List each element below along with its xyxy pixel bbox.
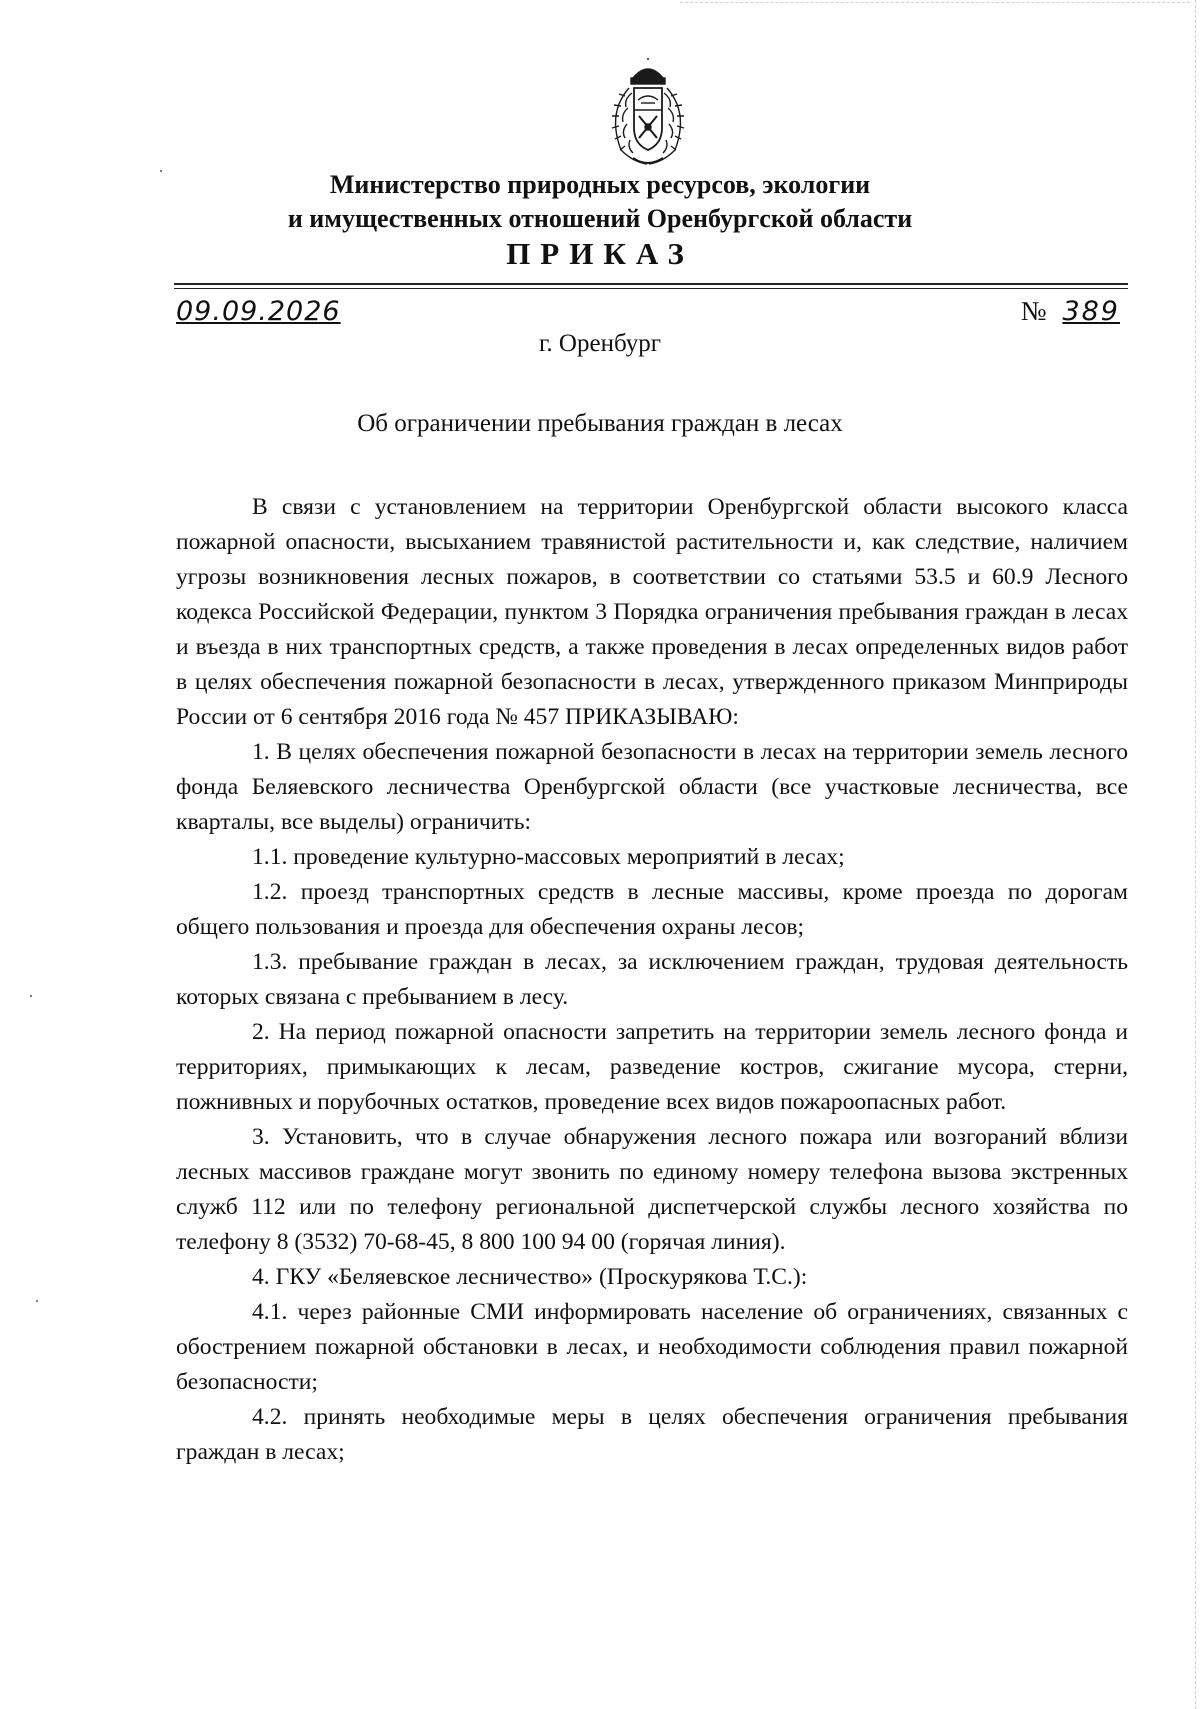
order-body <box>176 490 1128 1470</box>
ministry-name <box>0 168 1200 236</box>
paragraph-item-1-2: 1.2. проезд транспортных средств в лесные массивы, кроме проезда по дорогам общего пользования и проезда для обеспечения охраны лесов; <box>176 879 1128 940</box>
order-title: ПРИКАЗ <box>506 236 694 271</box>
order-city: г. Оренбург <box>539 330 661 357</box>
order-number-value: 389 <box>1062 296 1120 327</box>
ministry-name-line2: и имущественных отношений Оренбургской области <box>287 204 913 233</box>
scan-speck <box>36 1300 38 1302</box>
ministry-name-line1: Министерство природных ресурсов, экологии <box>329 170 871 199</box>
order-date: 09.09.2026 <box>176 296 341 327</box>
scan-speck <box>30 995 32 997</box>
order-number-label: № <box>1020 296 1047 326</box>
scan-edge-top <box>680 2 1190 3</box>
scan-speck <box>160 170 162 172</box>
paragraph-item-4: 4. ГКУ «Беляевское лесничество» (Проскурякова Т.С.): <box>252 1264 808 1290</box>
orenburg-coat-of-arms-icon <box>603 58 693 170</box>
order-subject: Об ограничении пребывания граждан в лесах <box>357 410 843 437</box>
paragraph-preamble: В связи с установлением на территории Оренбургской области высокого класса пожарной опасности, высыханием травянистой растительности и, как следствие, наличием угрозы возникновения лесных пожаров, в соответствии со статьями 53.5 и 60.9 Лесного кодекса Российской Федерации, пунктом 3 Порядка ограничения пребывания граждан в лесах и въезда в них транспортных средств, а также проведения в лесах определенных видов работ в целях обеспечения пожарной безопасности в лесах, утвержденного приказом Минприроды России от 6 сентября 2016 года № 457 ПРИКАЗЫВАЮ: <box>176 494 1128 730</box>
paragraph-item-3: 3. Установить, что в случае обнаружения лесного пожара или возгораний вблизи лесных массивов граждане могут звонить по единому номеру телефона вызова экстренных служб 112 или по телефону региональной диспетчерской службы лесного хозяйства по телефону 8 (3532) 70-68-45, 8 800 100 94 00 (горячая линия). <box>176 1124 1128 1255</box>
paragraph-item-1-3: 1.3. пребывание граждан в лесах, за исключением граждан, трудовая деятельность которых связана с пребыванием в лесу. <box>176 949 1128 1010</box>
paragraph-item-1-1: 1.1. проведение культурно-массовых мероприятий в лесах; <box>252 844 845 870</box>
paragraph-item-1: 1. В целях обеспечения пожарной безопасности в лесах на территории земель лесного фонда Беляевского лесничества Оренбургской области (все участковые лесничества, все кварталы, все выделы) ограничить: <box>176 739 1128 835</box>
paragraph-item-4-2: 4.2. принять необходимые меры в целях обеспечения ограничения пребывания граждан в лесах; <box>176 1404 1128 1465</box>
header-rule-thin <box>174 288 1128 289</box>
paragraph-item-2: 2. На период пожарной опасности запретить на территории земель лесного фонда и территориях, примыкающих к лесам, разведение костров, сжигание мусора, стерни, пожнивных и порубочных остатков, проведение всех видов пожароопасных работ. <box>176 1019 1128 1115</box>
header-rule-thick <box>174 283 1128 285</box>
paragraph-item-4-1: 4.1. через районные СМИ информировать население об ограничениях, связанных с обострением пожарной обстановки в лесах, и необходимости соблюдения правил пожарной безопасности; <box>176 1299 1128 1395</box>
order-number <box>1021 296 1126 327</box>
